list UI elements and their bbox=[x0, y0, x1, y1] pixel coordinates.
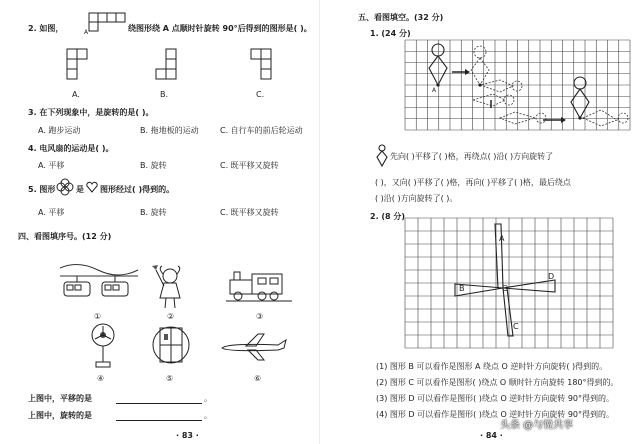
q5-option-a[interactable]: A. 平移 bbox=[38, 208, 65, 217]
q2-statement-1: (1) 图形 B 可以看作是图形 A 绕点 O 逆时针方向旋转( )得到的。 bbox=[376, 362, 608, 371]
q4-option-c[interactable]: C. 既平移又旋转 bbox=[220, 161, 279, 170]
fan-picture bbox=[88, 322, 118, 370]
section-4-line-1: 上图中，平移的是 bbox=[28, 394, 92, 403]
q1-line-3: ( )沿( )方向旋转了( )。 bbox=[375, 194, 458, 203]
train-picture bbox=[226, 268, 296, 304]
q1-line-1: 先向( )平移了( )格，再绕点( )沿( )方向旋转了 bbox=[390, 152, 554, 161]
grid-2 bbox=[405, 218, 615, 348]
q4-option-a[interactable]: A. 平移 bbox=[38, 161, 65, 170]
answer-line-1[interactable] bbox=[116, 403, 202, 404]
window-picture bbox=[152, 320, 190, 370]
picture-label-4: ④ bbox=[97, 374, 105, 383]
kite-shape-icon bbox=[375, 144, 389, 170]
letter-c: C bbox=[513, 322, 519, 331]
picture-label-3: ③ bbox=[256, 312, 264, 321]
letter-d: D bbox=[548, 272, 555, 281]
girl-picture bbox=[150, 262, 190, 310]
heart-shape bbox=[86, 181, 98, 193]
q3-text: 3. 在下列现象中，是旋转的是( )。 bbox=[28, 108, 154, 117]
picture-label-1: ① bbox=[94, 312, 102, 321]
letter-a: A bbox=[499, 234, 505, 243]
q2-option-a-shape bbox=[66, 48, 88, 84]
q2-source-shape bbox=[88, 12, 126, 38]
answer-line-2[interactable] bbox=[116, 420, 202, 421]
letter-o: O bbox=[502, 284, 509, 293]
cable-car-picture bbox=[58, 258, 140, 308]
picture-label-5: ⑤ bbox=[166, 374, 174, 383]
q2-text-2: 绕图形绕 A 点顺时针旋转 90°后得到的图形是( )。 bbox=[128, 24, 312, 33]
q2-point-a: A bbox=[84, 29, 89, 36]
period-2: 。 bbox=[204, 411, 212, 420]
right-page bbox=[320, 0, 640, 444]
section-5-title: 五、看图填空。(32 分) bbox=[358, 13, 444, 22]
letter-b: B bbox=[459, 284, 465, 293]
q2-option-a[interactable]: A. bbox=[72, 90, 80, 99]
q2-option-c[interactable]: C. bbox=[256, 90, 265, 99]
period-1: 。 bbox=[204, 394, 212, 403]
q2-statement-3: (3) 图形 D 可以看作是图形( )绕点 O 逆时针方向旋转 90°得到的。 bbox=[376, 394, 615, 403]
clover-shape bbox=[56, 178, 74, 196]
q2-option-c-shape bbox=[250, 48, 272, 84]
page-number-left: · 83 · bbox=[176, 431, 199, 440]
q5-text-3: 图形经过( )得到的。 bbox=[100, 185, 175, 194]
q3-option-b[interactable]: B. 拖地板的运动 bbox=[140, 126, 199, 135]
q5-option-c[interactable]: C. 既平移又旋转 bbox=[220, 208, 279, 217]
q4-option-b[interactable]: B. 旋转 bbox=[140, 161, 167, 170]
picture-label-2: ② bbox=[167, 312, 175, 321]
q2-statement-4: (4) 图形 D 可以看作是图形( )绕点 O 逆时针方向旋转 90°得到的。 bbox=[376, 410, 615, 419]
watermark: 头条 @与悦共享 bbox=[500, 420, 574, 431]
q2-text: 2. 如图， bbox=[28, 24, 64, 33]
grid-1 bbox=[405, 40, 633, 130]
q5-option-b[interactable]: B. 旋转 bbox=[140, 208, 167, 217]
q1-point-a: A bbox=[432, 87, 437, 94]
q5-text-2: 是 bbox=[76, 185, 84, 194]
q2-option-b[interactable]: B. bbox=[160, 90, 169, 99]
section-4-line-2: 上图中，旋转的是 bbox=[28, 411, 92, 420]
q2-label: 2. (8 分) bbox=[370, 212, 406, 221]
page-number-right: · 84 · bbox=[480, 431, 503, 440]
q1-line-2: ( )，又向( )平移了( )格，再向( )平移了( )格，最后绕点 bbox=[375, 178, 571, 187]
q5-text: 5. 图形 bbox=[28, 185, 56, 194]
section-4-title: 四、看图填序号。(12 分) bbox=[18, 232, 112, 241]
q2-option-b-shape bbox=[155, 48, 177, 84]
q3-option-c[interactable]: C. 自行车的前后轮运动 bbox=[220, 126, 303, 135]
airplane-picture bbox=[218, 332, 290, 364]
q2-statement-2: (2) 图形 C 可以看作是图形( )绕点 O 顺时针方向旋转 180°得到的。 bbox=[376, 378, 619, 387]
q3-option-a[interactable]: A. 跑步运动 bbox=[38, 126, 81, 135]
q4-text: 4. 电风扇的运动是( )。 bbox=[28, 144, 114, 153]
picture-label-6: ⑥ bbox=[254, 374, 262, 383]
q1-label: 1. (24 分) bbox=[370, 29, 411, 38]
